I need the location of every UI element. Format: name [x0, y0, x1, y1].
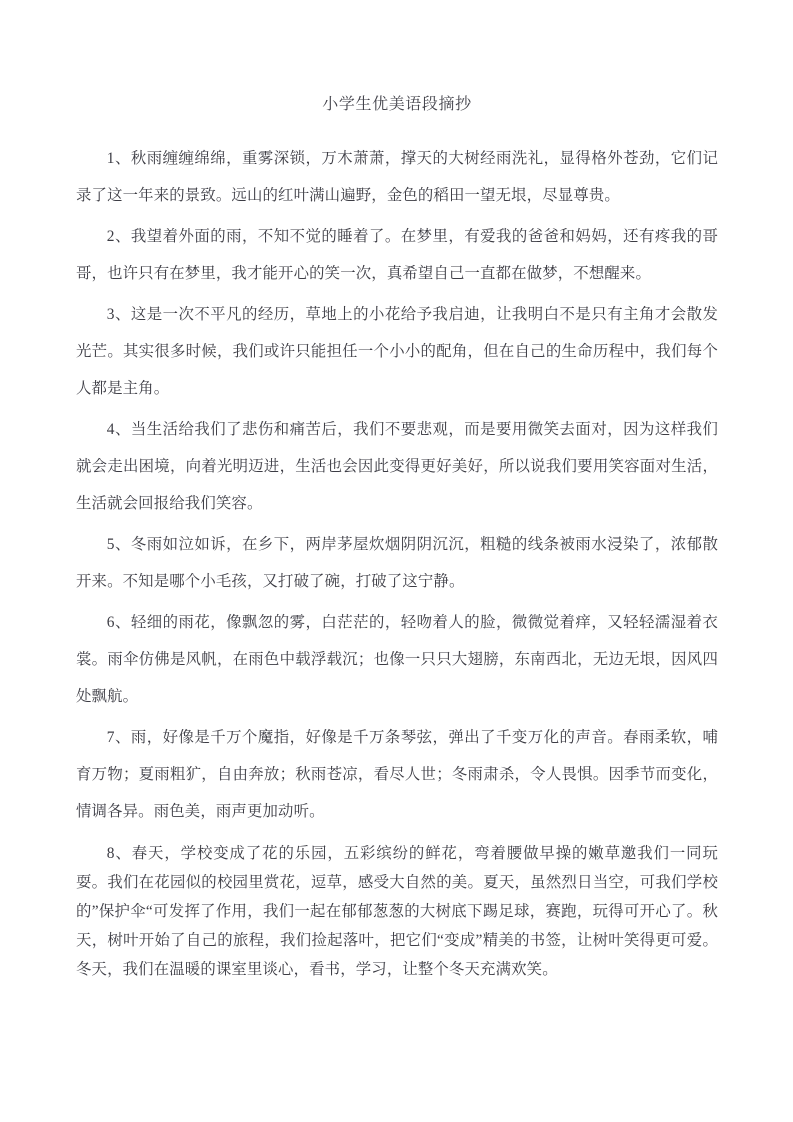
- paragraph-5: 5、冬雨如泣如诉，在乡下，两岸茅屋炊烟阴阴沉沉，粗糙的线条被雨水浸染了，浓郁散开来。不知是哪个小毛孩，又打破了碗，打破了这宁静。: [76, 536, 718, 590]
- paragraph-8: 8、春天，学校变成了花的乐园，五彩缤纷的鲜花，弯着腰做早操的嫩草邀我们一同玩耍。我们在花园似的校园里赏花，逗草，感受大自然的美。夏天，虽然烈日当空，可我们学校的”保护伞“可发挥了作用，我们一起在郁郁葱葱的大树底下踢足球，赛跑，玩得可开心了。秋天，树叶开始了自己的旅程，我们捡起落叶，把它们“变成”精美的书签，让树叶笑得更可爱。冬天，我们在温暖的课室里谈心，看书，学习，让整个冬天充满欢笑。: [76, 845, 718, 978]
- paragraph-7: 7、雨，好像是千万个魔指，好像是千万条琴弦，弹出了千变万化的声音。春雨柔软，哺育万物；夏雨粗犷，自由奔放；秋雨苍凉，看尽人世；冬雨肃杀，令人畏惧。因季节而变化，情调各异。雨色美，雨声更加动听。: [76, 729, 718, 820]
- paragraph-2: 2、我望着外面的雨，不知不觉的睡着了。在梦里，有爱我的爸爸和妈妈，还有疼我的哥哥，也许只有在梦里，我才能开心的笑一次，真希望自己一直都在做梦，不想醒来。: [76, 228, 718, 282]
- paragraph-1: 1、秋雨缠缠绵绵，重雾深锁，万木萧萧，撑天的大树经雨洗礼，显得格外苍劲，它们记录了这一年来的景致。远山的红叶满山遍野，金色的稻田一望无垠，尽显尊贵。: [76, 150, 718, 204]
- paragraph-6: 6、轻细的雨花，像飘忽的雾，白茫茫的，轻吻着人的脸，微微觉着痒，又轻轻濡湿着衣裳。雨伞仿佛是风帆，在雨色中载浮载沉；也像一只只大翅膀，东南西北，无边无垠，因风四处飘航。: [76, 614, 718, 705]
- paragraph-4: 4、当生活给我们了悲伤和痛苦后，我们不要悲观，而是要用微笑去面对，因为这样我们就会走出困境，向着光明迈进，生活也会因此变得更好美好，所以说我们要用笑容面对生活，生活就会回报给我们笑容。: [76, 421, 718, 512]
- paragraph-3: 3、这是一次不平凡的经历，草地上的小花给予我启迪，让我明白不是只有主角才会散发光芒。其实很多时候，我们或许只能担任一个小小的配角，但在自己的生命历程中，我们每个人都是主角。: [76, 306, 718, 397]
- document-body: [76, 0, 718, 1122]
- page-bottom-whitespace: [76, 984, 718, 1122]
- page-title: 小学生优美语段摘抄: [322, 96, 472, 113]
